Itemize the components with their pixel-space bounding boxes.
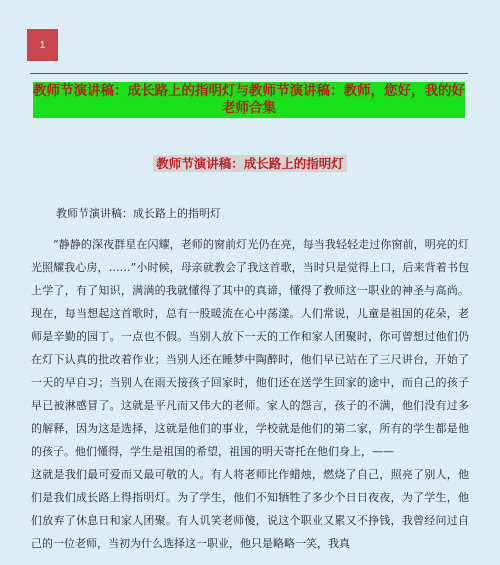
speech-title-line: 教师节演讲稿：成长路上的指明灯 xyxy=(56,207,221,220)
section-heading-text: 教师节演讲稿：成长路上的指明灯 xyxy=(153,155,347,172)
body-paragraph: 这就是我们最可爱而又最可敬的人。有人将老师比作蜡烛，燃烧了自己，照亮了别人，他们是我们成长路上得指明灯。为了学生，他们不知牺牲了多少个日日夜夜，为了学生，他们放弃了休息日和家人团聚。有人讥笑老师傻，说这个职业又累又不挣钱，我曾经问过自己的一位老师，当初为什么选择这一职业，他只是略略一笑，我真 xyxy=(31,468,469,550)
section-heading xyxy=(0,153,500,172)
page-number-badge: 1 xyxy=(27,29,58,61)
header-divider xyxy=(30,73,468,74)
document-title: 教师节演讲稿：成长路上的指明灯与教师节演讲稿：教师，您好，我的好老师合集 xyxy=(33,83,465,116)
body-paragraph: “静静的深夜群星在闪耀，老师的窗前灯光仍在亮，每当我轻轻走过你窗前，明亮的灯光照耀我心房，……”小时候，母亲就教会了我这首歌，当时只是觉得上口，后来背着书包上学了，有了知识，满满的我就懂得了其中的真谛，懂得了教师这一职业的神圣与高尚。现在，每当想起这首歌时，总有一股暖流在心中荡漾。人们常说，儿童是祖国的花朵，老师是辛勤的园丁。一点也不假。当别人放下一天的工作和家人团聚时，你可曾想过他们仍在灯下认真的批改着作业；当别人还在睡梦中陶醉时，他们早已站在了三尺讲台，开始了一天的早自习；当别人在雨天接孩子回家时，他们还在送学生回家的途中，而自己的孩子早已被淋感冒了。这就是平凡而又伟大的老师。家人的怨言，孩子的不满，他们没有过多的解释，因为这是选择，这就是他们的事业，学校就是他们的第二家，所有的学生都是他的孩子。他们懂得，学生是祖国的希望，祖国的明天寄托在他们身上，—— xyxy=(31,238,469,458)
speech-body xyxy=(31,233,469,555)
